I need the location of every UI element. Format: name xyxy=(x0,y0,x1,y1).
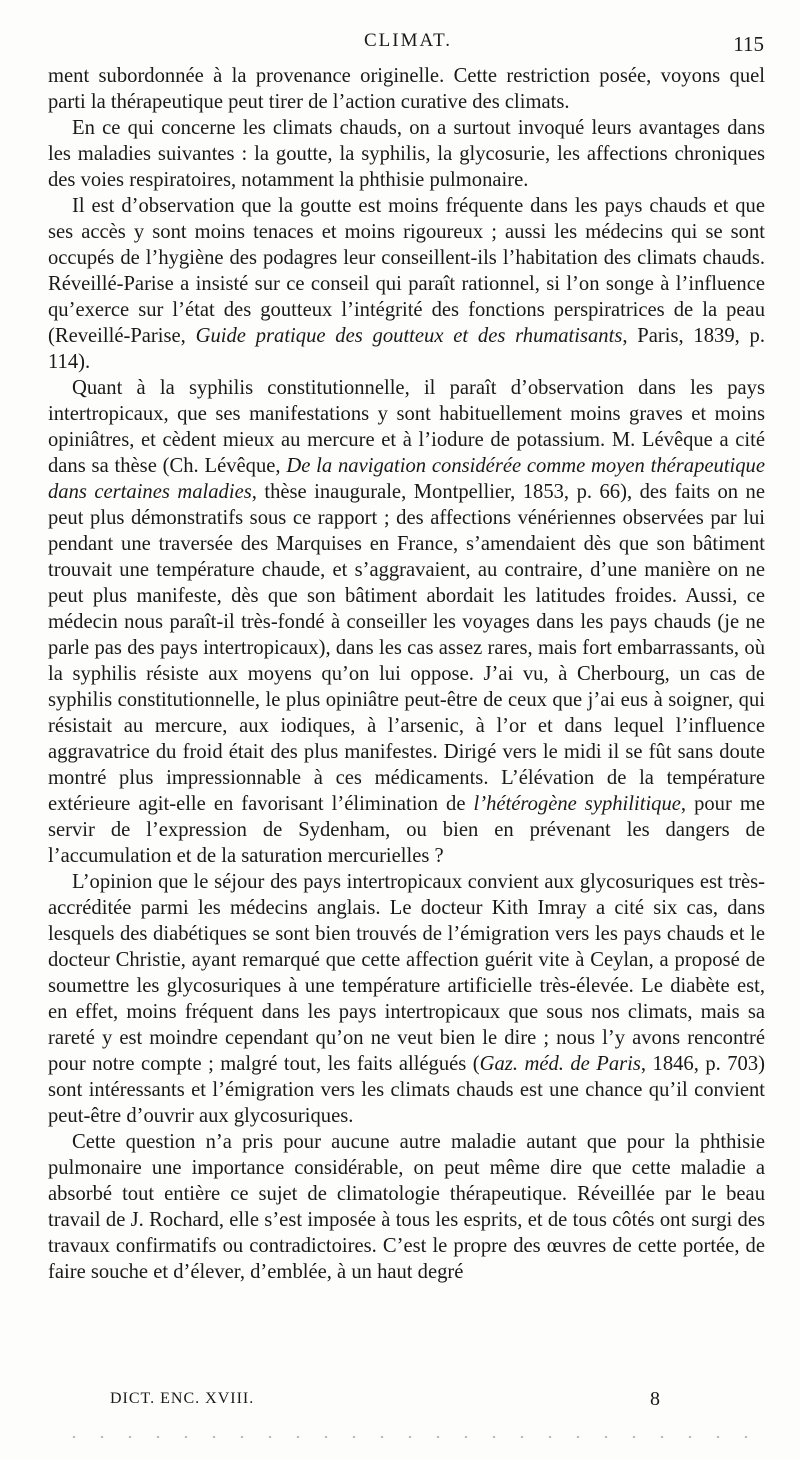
journal-title-gaz-med: Gaz. méd. de Paris xyxy=(479,1053,641,1075)
paragraph-5-text-a: L’opinion que le séjour des pays intertropicaux convient aux glycosuriques est très-accréditée parmi les médecins anglais. Le docteur Kith Imray a cité six cas, dans lesquels des diabétiques se sont bien trouvés de l’émigration vers les pays chauds et le docteur Christie, ayant remarqué que cette affection guérit vite à Ceylan, a proposé de soumettre les glycosuriques à une température artificielle très-élevée. Le diabète est, en effet, moins fréquent dans les pays intertropicaux que sous nos climats, mais sa rareté y est moindre cependant qu’on ne veut bien le dire ; nous l’y avons rencontré pour notre compte ; malgré tout, les faits allégués ( xyxy=(48,871,765,1075)
page-number: 115 xyxy=(733,32,764,56)
paragraph-5 xyxy=(48,869,765,1129)
dotted-rule xyxy=(60,1436,760,1438)
paragraph-3-text-a: Il est d’observation que la goutte est moins fréquente dans les pays chauds et que ses accès y sont moins tenaces et moins rigoureux ; aussi les médecins qui se sont occupés de l’hygiène des podagres leur conseillent-ils l’habitation des climats chauds. Réveillé-Parise a insisté sur ce conseil qui paraît rationnel, si l’on songe à l’influence qu’exerce sur l’état des goutteux l’intégrité des fonctions perspiratrices de la peau (Reveillé-Parise, xyxy=(48,195,765,347)
paragraph-4-text-a: Quant à la syphilis constitutionnelle, il paraît d’observation dans les pays intertropicaux, que ses manifestations y sont habituellement moins graves et moins opiniâtres, et cèdent mieux au mercure et à l’iodure de potassium. M. Lévêque a cité dans sa thèse (Ch. Lévêque, xyxy=(48,377,765,477)
paragraph-3 xyxy=(48,193,765,375)
paragraph-4 xyxy=(48,375,765,869)
thesis-title-navigation: De la navigation considérée comme moyen thérapeutique dans certaines maladies xyxy=(48,455,765,503)
book-title-guide-pratique: Guide pratique des goutteux et des rhumatisants xyxy=(195,325,623,347)
paragraph-1: ment subordonnée à la provenance originelle. Cette restriction posée, voyons quel parti la thérapeutique peut tirer de l’action curative des climats. xyxy=(48,65,765,113)
paragraph-3-text-b: , Paris, 1839, p. 114). xyxy=(48,325,766,373)
paragraph-6: Cette question n’a pris pour aucune autre maladie autant que pour la phthisie pulmonaire une importance considérable, on peut même dire que cette maladie a absorbé tout entière ce sujet de climatologie thérapeutique. Réveillée par le beau travail de J. Rochard, elle s’est imposée à tous les esprits, et de tous côtés ont surgi des travaux confirmatifs ou contradictoires. C’est le propre des œuvres de cette portée, de faire souche et d’élever, d’emblée, à un haut degré xyxy=(48,1131,765,1283)
term-heterogene-syphilitique: l’hétérogène syphilitique xyxy=(473,793,681,815)
paragraph-2: En ce qui concerne les climats chauds, on a surtout invoqué leurs avantages dans les maladies suivantes : la goutte, la syphilis, la glycosurie, les affections chroniques des voies respiratoires, notamment la phthisie pulmonaire. xyxy=(48,117,765,191)
signature-number: 8 xyxy=(650,1388,660,1410)
page-header xyxy=(52,28,764,58)
paragraph-5-text-b: , 1846, p. 703) sont intéressants et l’émigration vers les climats chauds est une chance qu’il convient peut-être d’ouvrir aux glycosuriques. xyxy=(48,1053,765,1127)
body-text xyxy=(48,63,765,1285)
paragraph-4-text-b: , thèse inaugurale, Montpellier, 1853, p. 66), des faits on ne peut plus démonstratifs sous ce rapport ; des affections vénériennes observées par lui pendant une traversée des Marquises en France, s’amendaient dès que son bâtiment trouvait une température chaude, et s’aggravaient, au contraire, d’une manière on ne peut plus manifeste, dès que son bâtiment abordait les latitudes froides. Aussi, ce médecin nous paraît-il très-fondé à conseiller les voyages dans les pays chauds (je ne parle pas des pays intertropicaux), dans les cas assez rares, mais fort embarrassants, où la syphilis résiste aux moyens qu’on lui oppose. J’ai vu, à Cherbourg, un cas de syphilis constitutionnelle, le plus opiniâtre peut-être de ceux que j’ai eus à soigner, qui résistait au mercure, aux iodiques, à l’arsenic, à l’or et dans lequel l’influence aggravatrice du froid était des plus manifestes. Dirigé vers le midi il se fût sans doute montré plus impressionnable à ces médicaments. L’élévation de la température extérieure agit-elle en favorisant l’élimination de xyxy=(48,481,765,815)
paragraph-4-text-c: , pour me servir de l’expression de Sydenham, ou bien en prévenant les dangers de l’accumulation et de la saturation mercurielles ? xyxy=(48,793,765,867)
signature-mark: DICT. ENC. XVIII. xyxy=(110,1390,255,1407)
running-head: CLIMAT. xyxy=(363,30,453,51)
page-footer xyxy=(0,1390,800,1420)
